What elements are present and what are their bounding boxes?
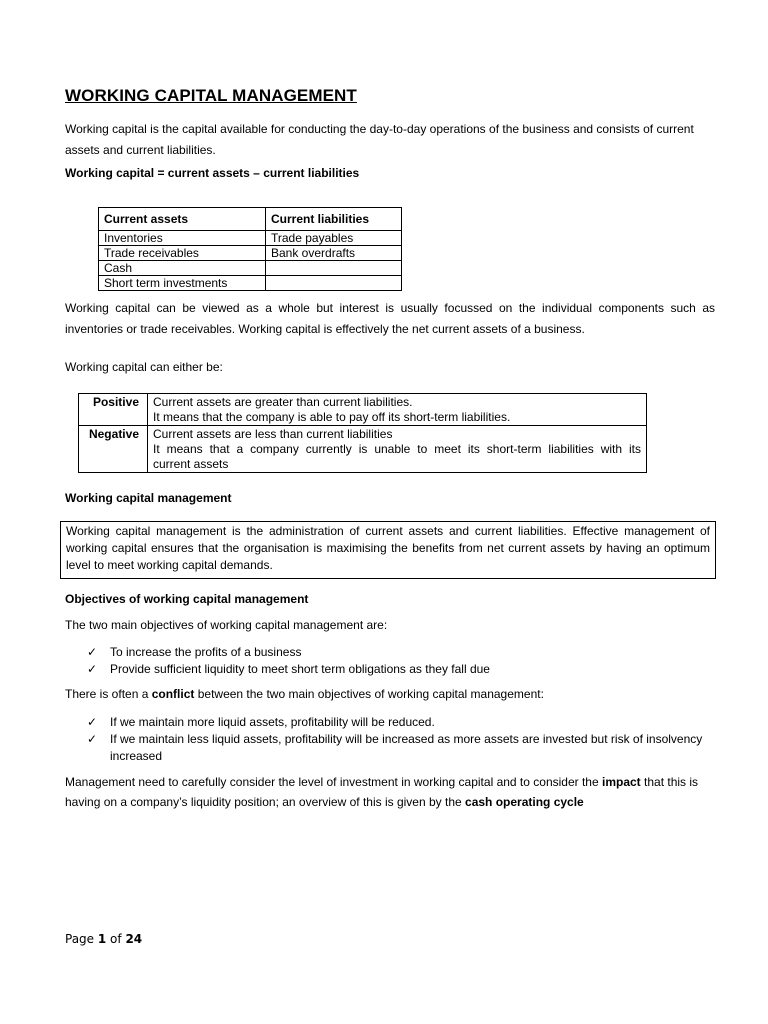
check-icon: ✓ xyxy=(87,645,98,659)
table-cell: Trade receivables xyxy=(99,246,266,261)
intro-line-1: Working capital is the capital available for conducting the day-to-day operations of the business and consists of current xyxy=(65,122,694,136)
closing-part-1: Management need to carefully consider the level of investment in working capital and to consider the xyxy=(65,775,602,789)
footer-of: of xyxy=(106,932,126,946)
conflict-paragraph xyxy=(65,684,715,705)
table-row xyxy=(99,231,402,246)
objectives-intro: The two main objectives of working capital management are: xyxy=(65,618,388,632)
table-cell: Cash xyxy=(99,261,266,276)
list-item-text: Provide sufficient liquidity to meet short term obligations as they fall due xyxy=(110,662,490,676)
wcm-heading: Working capital management xyxy=(65,491,232,505)
document-page xyxy=(65,0,718,1024)
list-item xyxy=(65,661,717,678)
table-cell: Bank overdrafts xyxy=(266,246,402,261)
objectives-list xyxy=(65,644,717,678)
table-cell: Inventories xyxy=(99,231,266,246)
list-item xyxy=(65,731,717,765)
table-cell xyxy=(266,261,402,276)
footer-prefix: Page xyxy=(65,932,98,946)
table-cell: Trade payables xyxy=(266,231,402,246)
list-item-text: If we maintain less liquid assets, profitability will be increased as more assets are invested but risk of insolvency increased xyxy=(110,732,703,763)
intro-paragraph xyxy=(65,119,715,161)
table-header-row xyxy=(99,208,402,231)
check-icon: ✓ xyxy=(87,732,98,746)
either-paragraph: Working capital can either be: xyxy=(65,360,223,374)
positive-negative-table xyxy=(78,393,647,473)
negative-line-1: Current assets are less than current liabilities xyxy=(153,427,393,441)
conflict-after: between the two main objectives of working capital management: xyxy=(194,687,544,701)
positive-description xyxy=(148,394,647,426)
check-icon: ✓ xyxy=(87,662,98,676)
table-cell: Short term investments xyxy=(99,276,266,291)
page-title: WORKING CAPITAL MANAGEMENT xyxy=(65,86,357,105)
impact-bold: impact xyxy=(601,775,641,789)
cash-operating-cycle-bold: cash operating cycle xyxy=(465,795,584,809)
table-row xyxy=(99,246,402,261)
conflict-bold: conflict xyxy=(151,687,195,701)
objectives-heading: Objectives of working capital management xyxy=(65,592,309,606)
page-footer xyxy=(65,932,142,946)
positive-line-2: It means that the company is able to pay off its short-term liabilities. xyxy=(153,410,511,424)
label-negative: Negative xyxy=(79,426,148,473)
table-cell xyxy=(266,276,402,291)
header-current-assets: Current assets xyxy=(99,208,266,231)
list-item-text: To increase the profits of a business xyxy=(110,645,302,659)
conflict-list xyxy=(65,714,717,765)
assets-liabilities-table xyxy=(98,207,402,291)
wcm-definition-box: Working capital management is the administration of current assets and current liabilities. Effective management of working capital ensures that the organisation is maximising the benefits from net current assets by having an optimum level to meet working capital demands. xyxy=(60,521,716,579)
list-item xyxy=(65,714,717,731)
table-row-positive xyxy=(79,394,647,426)
table-row xyxy=(99,276,402,291)
closing-part-2: that this is having on a company’s liquidity position; an overview of this is given by the xyxy=(65,775,699,809)
components-line-2: inventories or trade receivables. Working capital is effectively the net current assets of a business. xyxy=(65,322,585,336)
list-item-text: If we maintain more liquid assets, profitability will be reduced. xyxy=(110,715,435,729)
footer-total-pages: 24 xyxy=(125,932,143,946)
positive-line-1: Current assets are greater than current liabilities. xyxy=(153,395,413,409)
table-row-negative xyxy=(79,426,647,473)
footer-current-page: 1 xyxy=(97,932,107,946)
negative-line-3: current assets xyxy=(153,457,229,471)
conflict-before: There is often a xyxy=(65,687,152,701)
table-row xyxy=(99,261,402,276)
intro-line-2: assets and current liabilities. xyxy=(65,143,216,157)
header-current-liabilities: Current liabilities xyxy=(266,208,402,231)
components-line-1: Working capital can be viewed as a whole but interest is usually focussed on the individual components such as xyxy=(65,301,715,315)
components-paragraph xyxy=(65,298,715,340)
negative-description xyxy=(148,426,647,473)
closing-paragraph xyxy=(65,772,717,812)
label-positive: Positive xyxy=(79,394,148,426)
list-item xyxy=(65,644,717,661)
formula: Working capital = current assets – current liabilities xyxy=(65,166,360,180)
negative-line-2: It means that a company currently is unable to meet its short-term liabilities with its xyxy=(153,442,641,456)
check-icon: ✓ xyxy=(87,715,98,729)
